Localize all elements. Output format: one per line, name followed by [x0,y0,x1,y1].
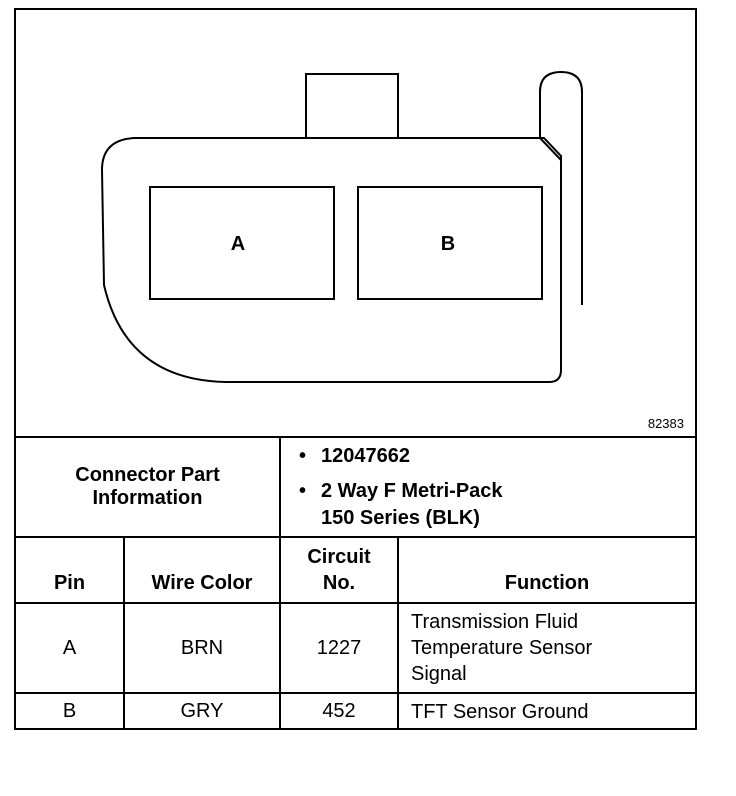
header-function: Function [398,537,695,603]
row-b-function [398,693,695,729]
header-circuit-line1: Circuit [307,546,371,568]
row-a-function-line3: Signal [411,663,467,685]
figure-number: 82383 [647,416,684,431]
connector-face-diagram [16,10,695,436]
row-b-wire-color: GRY [124,693,280,729]
column-header-row [16,537,695,603]
header-circuit-line2: No. [322,572,356,594]
row-a-circuit: 1227 [280,603,398,693]
row-a-wire-color: BRN [124,603,280,693]
connector-pinout-frame [14,8,697,730]
part-description-line2: 150 Series (BLK) [321,506,480,529]
header-circuit [280,537,398,603]
row-a-function-line1: Transmission Fluid [411,611,579,633]
row-b-pin: B [16,693,124,729]
part-number-item [299,443,695,470]
connector-info-table [16,436,695,729]
connector-part-details-cell [280,437,695,537]
bullet-icon: • [299,479,307,502]
part-description-line1: 2 Way F Metri-Pack [321,479,503,502]
part-description-item [299,478,695,505]
connector-latch-tab [306,74,398,138]
bullet-icon: • [299,444,307,467]
row-a-function [398,603,695,693]
table-row [16,693,695,729]
cavity-a-label: A [230,233,246,255]
part-description-line2-wrap [321,505,695,532]
table-row [16,603,695,693]
header-pin: Pin [16,537,124,603]
header-wire-color: Wire Color [124,537,280,603]
connector-part-label-cell [16,437,280,537]
connector-part-label-line2: Information [92,487,203,509]
part-number: 12047662 [321,444,410,467]
connector-part-label-line1: Connector Part [75,464,220,486]
cavity-b-label: B [440,233,456,255]
row-a-function-line2: Temperature Sensor [411,637,593,659]
row-a-pin: A [16,603,124,693]
row-b-circuit: 452 [280,693,398,729]
connector-face-svg [16,10,695,436]
row-b-function-line1: TFT Sensor Ground [411,700,589,723]
connector-part-row [16,437,695,537]
